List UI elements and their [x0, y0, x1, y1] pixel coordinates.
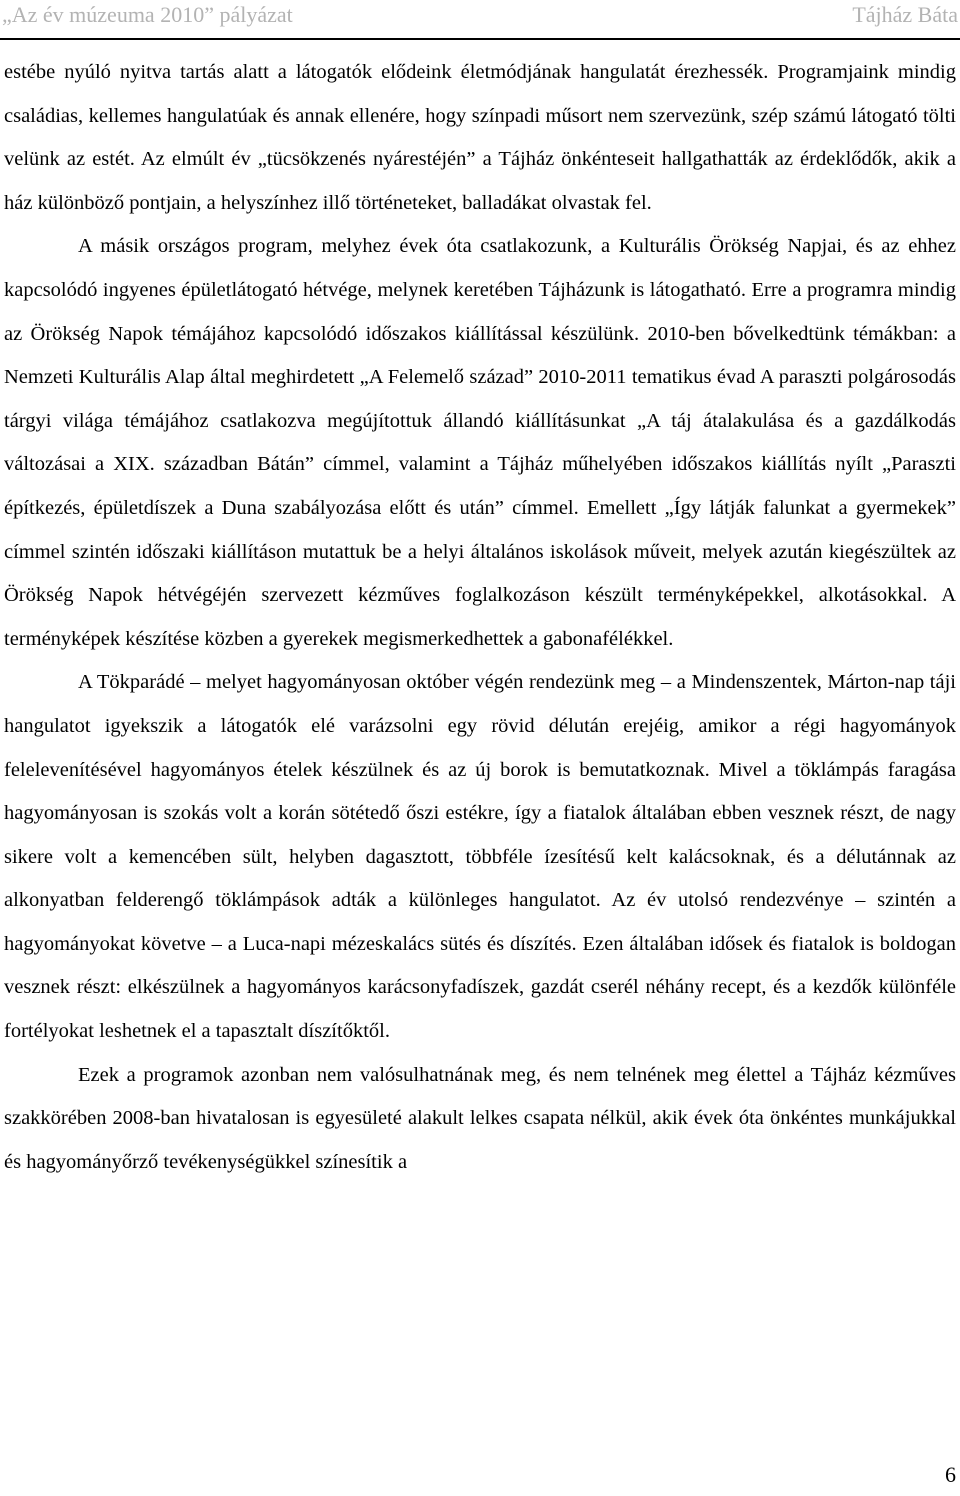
page-number: 6 — [945, 1462, 956, 1487]
page-header — [0, 0, 960, 38]
paragraph-3: A Tökparádé – melyet hagyományosan október végén rendezünk meg – a Mindenszentek, Márton-nap táji hangulatot igyekszik a látogatók elé varázsolni egy rövid délután erejéig, amikor a régi hagyományok felelevenítésével hagyományos ételek készülnek és az új borok is bemutatkoznak. Mivel a töklámpás faragása hagyományosan is szokás volt a korán sötétedő őszi estékre, így a fiatalok általában ebben vesznek részt, de nagy sikere volt a kemencében sült, helyben dagasztott, többféle ízesítésű kelt kalácsoknak, és a délutánnak az alkonyatban felderengő töklámpások adták a különleges hangulatot. Az év utolsó rendezvénye – szintén a hagyományokat követve – a Luca-napi mézeskalács sütés és díszítés. Ezen általában idősek és fiatalok is boldogan vesznek részt: elkészülnek a hagyományos karácsonyfadíszek, gazdát cserél néhány recept, és a kezdők különféle fortélyokat leshetnek el a tapasztalt díszítőktől. — [4, 671, 956, 1043]
paragraph-2: A másik országos program, melyhez évek óta csatlakozunk, a Kulturális Örökség Napjai, és az ehhez kapcsolódó ingyenes épületlátogató hétvége, melynek keretében Tájházunk is látogatható. Erre a programra mindig az Örökség Napok témájához kapcsolódó időszakos kiállítással készülünk. 2010-ben bővelkedtünk témákban: a Nemzeti Kulturális Alap által meghirdetett „A Felemelő század” 2010-2011 tematikus évad A paraszti polgárosodás tárgyi világa témájához csatlakozva megújítottuk állandó kiállításunkat „A táj átalakulása és a gazdálkodás változásai a XIX. században Bátán” címmel, valamint a Tájház műhelyében időszakos kiállítás nyílt „Paraszti építkezés, épületdíszek a Duna szabályozása előtt és után” címmel. Emellett „Így látják falunkat a gyermekek” címmel szintén időszaki kiállításon mutattuk be a helyi általános iskolások műveit, melyek azután kiegészültek az Örökség Napok hétvégéjén szervezett kézműves foglalkozáson készült terményképekkel, alkotásokkal. A terményképek készítése közben a gyerekek megismerkedhettek a gabonafélékkel. — [4, 235, 956, 650]
header-title: „Az év múzeuma 2010” pályázat — [2, 2, 293, 27]
paragraph-4: Ezek a programok azonban nem valósulhatnának meg, és nem telnének meg élettel a Tájház kézműves szakkörében 2008-ban hivatalosan is egyesületé alakult lelkes csapata nélkül, akik évek óta önkéntes munkájukkal és hagyományőrző tevékenységükkel színesítik a — [4, 1063, 956, 1173]
paragraph-1: estébe nyúló nyitva tartás alatt a látogatók elődeink életmódjának hangulatát érezhessék. Programjaink mindig családias, kellemes hangulatúak és annak ellenére, hogy színpadi műsort nem szervezünk, szép számú látogató tölti velünk az estét. Az elmúlt év „tücsökzenés nyárestéjén” a Tájház önkénteseit hallgathatták az érdeklődők, akik a ház különböző pontjain, a helyszínhez illő történeteket, balladákat olvastak fel. — [4, 61, 956, 214]
document-body — [4, 51, 956, 1184]
header-museum-name: Tájház Báta — [852, 2, 958, 27]
header-divider — [0, 38, 960, 40]
